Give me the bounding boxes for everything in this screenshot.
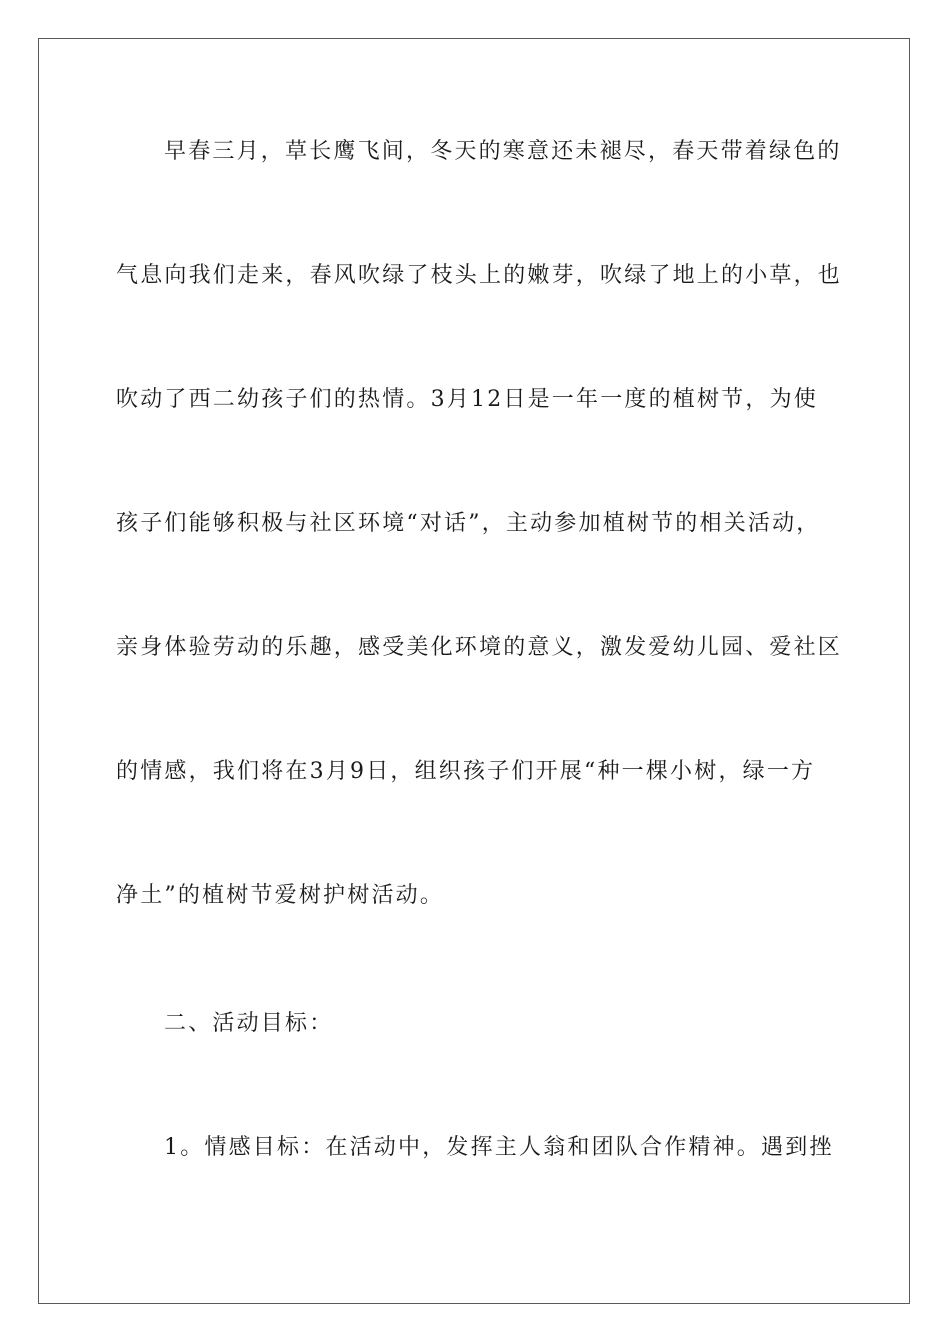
paragraph-line-2: 气息向我们走来，春风吹绿了枝头上的嫩芽，吹绿了地上的小草，也 — [116, 263, 843, 288]
document-page — [38, 38, 910, 1304]
paragraph-line-5: 亲身体验劳动的乐趣，感受美化环境的意义，激发爱幼儿园、爱社区 — [116, 635, 843, 660]
paragraph-line-3: 吹动了西二幼孩子们的热情。3月12日是一年一度的植树节，为使 — [116, 387, 818, 412]
section-heading: 二、活动目标： — [164, 1011, 334, 1036]
paragraph-line-1: 早春三月，草长鹰飞间，冬天的寒意还未褪尽，春天带着绿色的 — [164, 139, 842, 164]
paragraph-line-6: 的情感，我们将在3月9日，组织孩子们开展“种一棵小树，绿一方 — [116, 759, 816, 784]
paragraph-line-4: 孩子们能够积极与社区环境“对话”，主动参加植树节的相关活动， — [116, 511, 821, 536]
list-item-line: 1。情感目标：在活动中，发挥主人翁和团队合作精神。遇到挫 — [164, 1135, 834, 1160]
paragraph-line-7: 净土”的植树节爱树护树活动。 — [116, 883, 445, 908]
